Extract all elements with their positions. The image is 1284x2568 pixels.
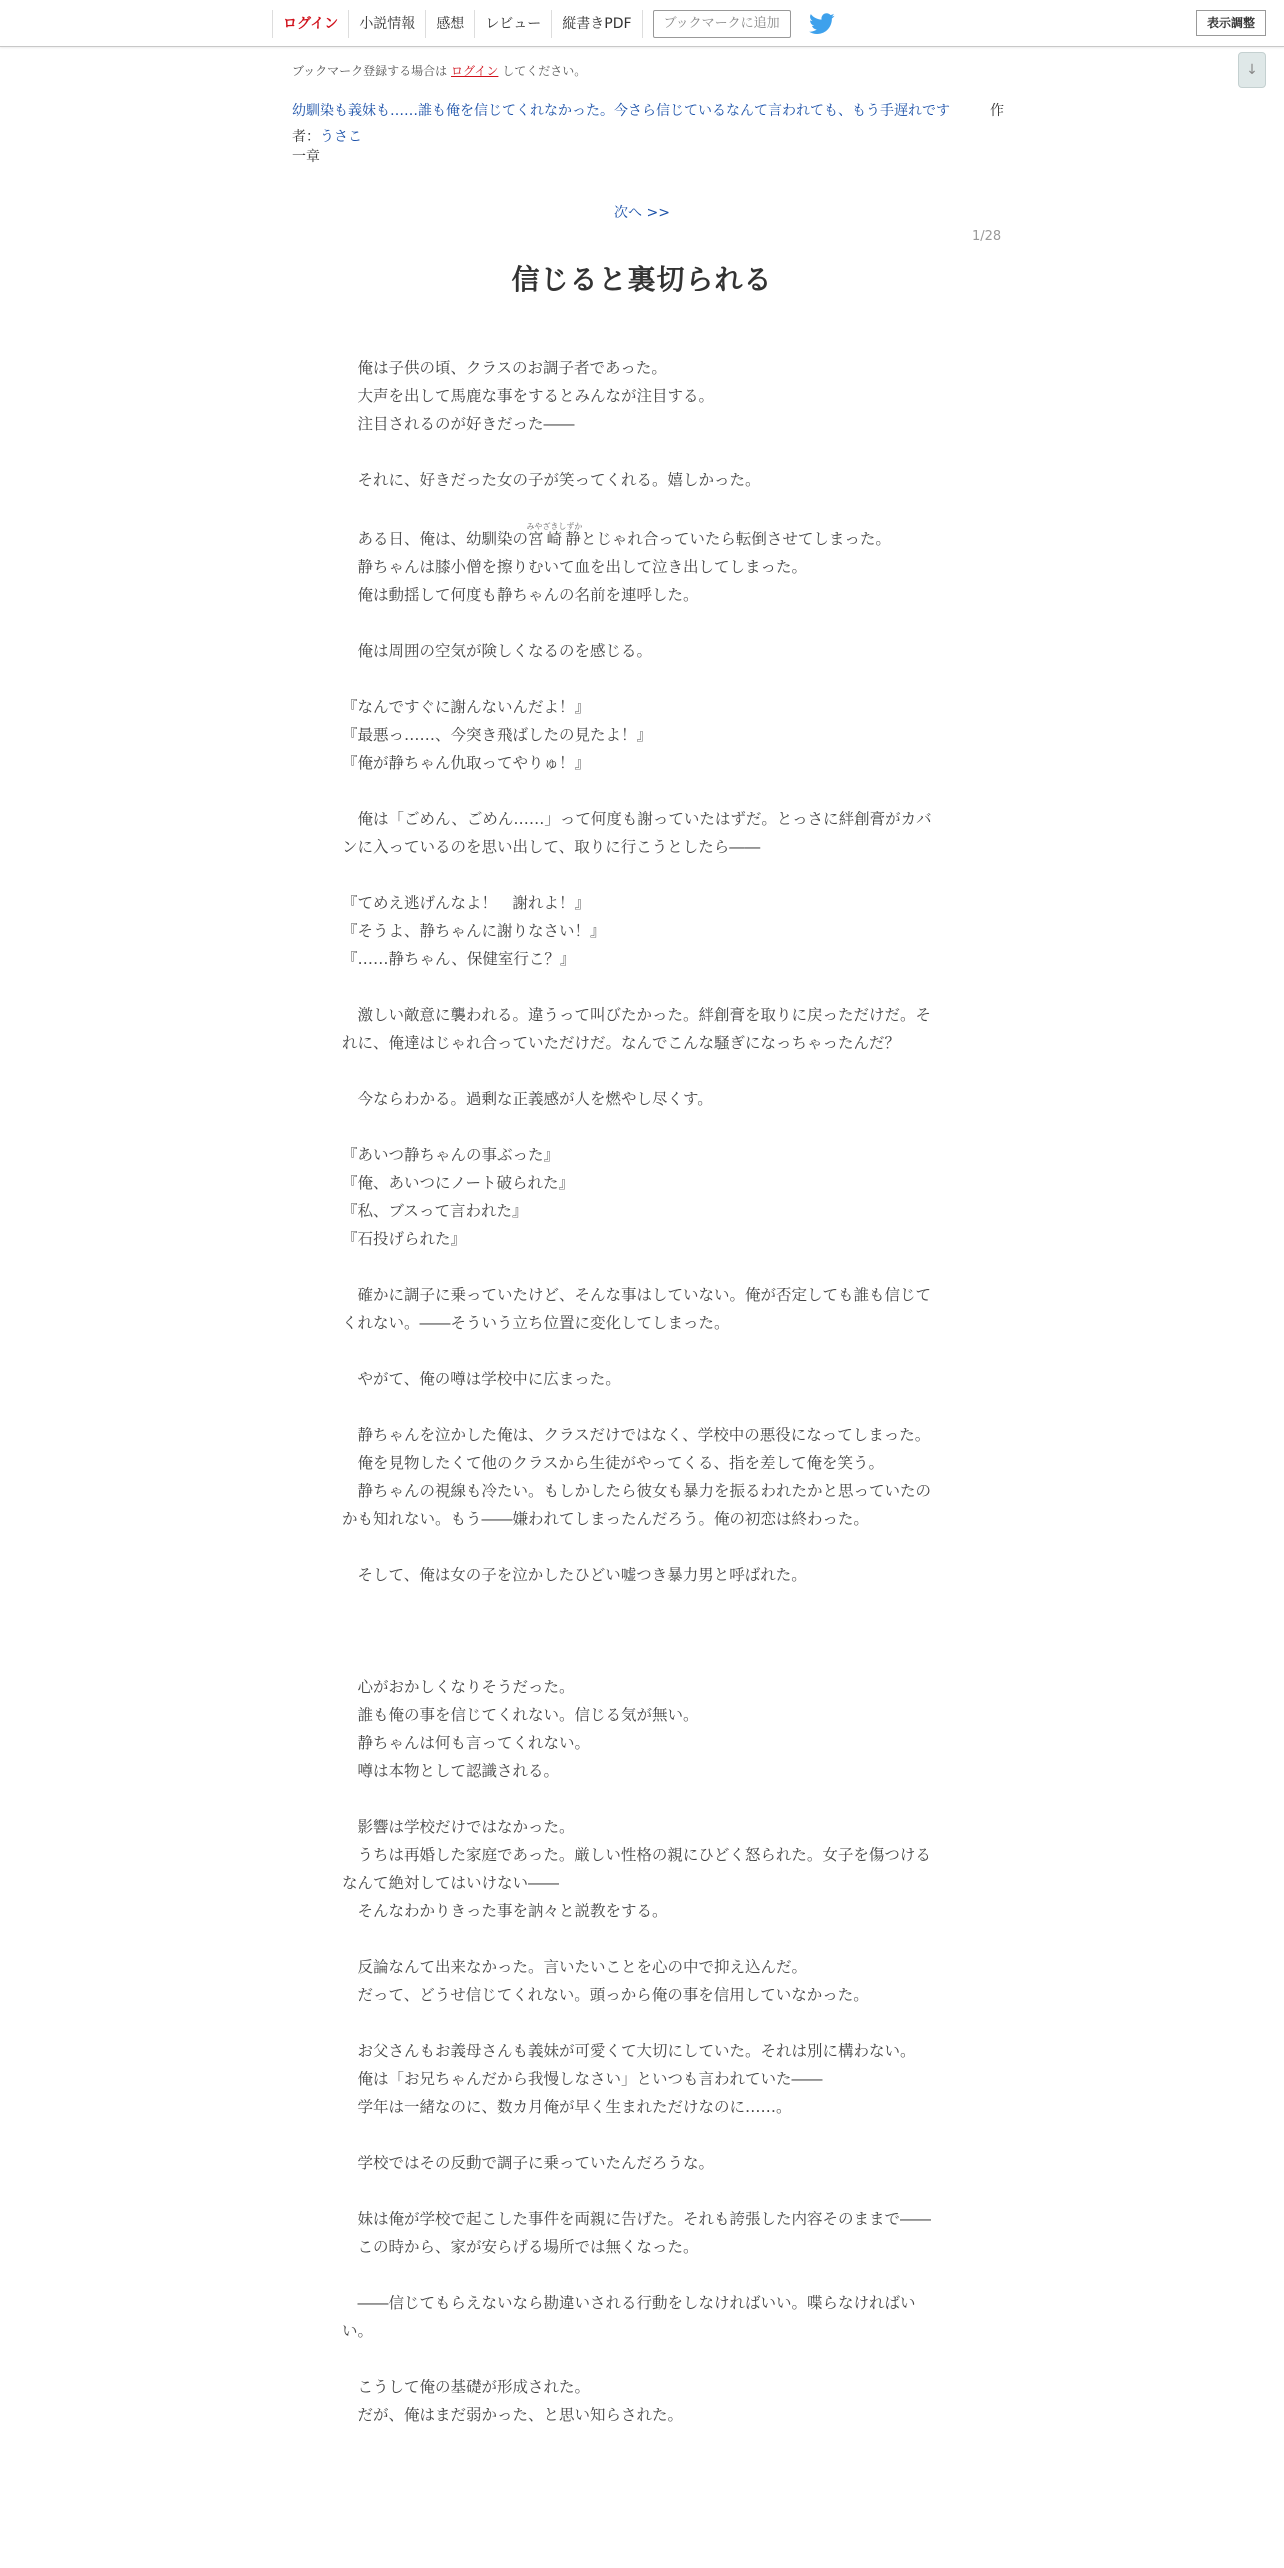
text-line: 誰も俺の事を信じてくれない。信じる気が無い。 <box>342 1706 699 1724</box>
text-line: 学校ではその反動で調子に乗っていたんだろうな。 <box>342 2154 715 2172</box>
text-line: 『最悪っ……、今突き飛ばしたの見たよ！』 <box>342 726 653 744</box>
ruby-before: ある日、俺は、幼馴染の <box>342 530 529 548</box>
bookmark-login-notice <box>292 62 586 79</box>
text-line: 俺を見物したくて他のクラスから生徒がやってくる、指を差して俺を笑う。 <box>342 1454 885 1472</box>
text-line: 激しい敵意に襲われる。違うって叫びたかった。絆創膏を取りに戻っただけだ。それに、俺達はじゃれ合っていただけだ。なんでこんな騒ぎになっちゃったんだ？ <box>342 1006 932 1052</box>
text-line: そんなわかりきった事を訥々と説教をする。 <box>342 1902 668 1920</box>
blank-line <box>342 1253 942 1281</box>
nav-vertical-pdf[interactable]: 縦書きPDF <box>551 10 642 38</box>
text-line: ――信じてもらえないなら勘違いされる行動をしなければいい。喋らなければいい。 <box>342 2294 916 2340</box>
blank-line <box>342 1785 942 1813</box>
blank-line <box>342 2345 942 2373</box>
text-line: だが、俺はまだ弱かった、と思い知らされた。 <box>342 2406 684 2424</box>
novel-title-link[interactable]: 幼馴染も義妹も……誰も俺を信じてくれなかった。今さら信じているなんて言われても、もう手遅れです <box>292 103 950 119</box>
author-lead: 作 <box>990 103 1004 119</box>
ruby-reading: みやざきしずか <box>526 522 583 531</box>
ruby-base: 宮崎静 <box>526 530 583 548</box>
novel-body <box>342 354 942 2429</box>
blank-line <box>342 1589 942 1617</box>
blank-line <box>342 2177 942 2205</box>
text-line: 影響は学校だけではなかった。 <box>342 1818 575 1836</box>
blank-line <box>342 665 942 693</box>
blank-line <box>342 438 942 466</box>
text-line-ruby <box>342 522 942 553</box>
blank-line <box>342 1113 942 1141</box>
blank-line <box>342 1645 942 1673</box>
text-line: 妹は俺が学校で起こした事件を両親に告げた。それも誇張した内容そのままで―― <box>342 2210 932 2228</box>
text-line: 『俺が静ちゃん仇取ってやりゅ！』 <box>342 754 591 772</box>
nav-impressions[interactable]: 感想 <box>425 10 474 38</box>
blank-line <box>342 609 942 637</box>
nav-menu <box>272 10 835 38</box>
text-line: 静ちゃんの視線も冷たい。もしかしたら彼女も暴力を振るわれたかと思っていたのかも知れない。もう――嫌われてしまったんだろう。俺の初恋は終わった。 <box>342 1482 932 1528</box>
text-line: 俺は「お兄ちゃんだから我慢しなさい」といつも言われていた―― <box>342 2070 823 2088</box>
series-info <box>292 98 1004 150</box>
text-line: 『私、ブスって言われた』 <box>342 1202 528 1220</box>
text-line: 反論なんて出来なかった。言いたいことを心の中で抑え込んだ。 <box>342 1958 808 1976</box>
text-line: だって、どうせ信じてくれない。頭っから俺の事を信用していなかった。 <box>342 1986 869 2004</box>
text-line: 注目されるのが好きだった―― <box>342 415 575 433</box>
add-bookmark-button[interactable]: ブックマークに追加 <box>653 10 791 38</box>
text-line: 『石投げられた』 <box>342 1230 467 1248</box>
scroll-down-button[interactable]: ↓ <box>1238 52 1266 88</box>
text-line: そして、俺は女の子を泣かしたひどい嘘つき暴力男と呼ばれた。 <box>342 1566 807 1584</box>
blank-line <box>342 2261 942 2289</box>
text-line: この時から、家が安らげる場所では無くなった。 <box>342 2238 699 2256</box>
blank-line <box>342 2009 942 2037</box>
blank-line <box>342 973 942 1001</box>
episode-title: 信じると裏切られる <box>511 263 773 296</box>
chapter-title: 一章 <box>292 149 320 165</box>
nav-novel-info[interactable]: 小説情報 <box>348 10 425 38</box>
text-line: 『てめえ逃げんなよ！ 謝れよ！』 <box>342 894 591 912</box>
text-line: 今ならわかる。過剰な正義感が人を燃やし尽くす。 <box>342 1090 713 1108</box>
text-line: お父さんもお義母さんも義妹が可愛くて大切にしていた。それは別に構わない。 <box>342 2042 916 2060</box>
top-navigation-bar <box>0 0 1284 47</box>
blank-line <box>342 1337 942 1365</box>
text-line: 噂は本物として認識される。 <box>342 1762 560 1780</box>
blank-line <box>342 494 942 522</box>
text-line: 静ちゃんは何も言ってくれない。 <box>342 1734 591 1752</box>
blank-line <box>342 2121 942 2149</box>
notice-prefix: ブックマーク登録する場合は <box>292 64 448 78</box>
blank-line <box>342 1925 942 1953</box>
text-line: 『なんですぐに謝んないんだよ！』 <box>342 698 591 716</box>
text-line: 確かに調子に乗っていたけど、そんな事はしていない。俺が否定しても誰も信じてくれない。――そういう立ち位置に変化してしまった。 <box>342 1286 932 1332</box>
text-line: 学年は一緒なのに、数カ月俺が早く生まれただけなのに……。 <box>342 2098 792 2116</box>
nav-review[interactable]: レビュー <box>474 10 551 38</box>
text-line: 大声を出して馬鹿な事をするとみんなが注目する。 <box>342 387 715 405</box>
author-link[interactable]: うさこ <box>320 129 362 145</box>
display-settings-button[interactable]: 表示調整 <box>1196 10 1266 36</box>
text-line: 『そうよ、静ちゃんに謝りなさい！』 <box>342 922 606 940</box>
page-number: 1/28 <box>972 229 1002 244</box>
text-line: こうして俺の基礎が形成された。 <box>342 2378 591 2396</box>
ruby-name <box>526 522 583 548</box>
text-line: 『……静ちゃん、保健室行こ？』 <box>342 950 576 968</box>
blank-line <box>342 1617 942 1645</box>
text-line: 静ちゃんは膝小僧を擦りむいて血を出して泣き出してしまった。 <box>342 558 808 576</box>
text-line: うちは再婚した家庭であった。厳しい性格の親にひどく怒られた。女子を傷つけるなんて絶対してはいけない―― <box>342 1846 931 1892</box>
ruby-after: とじゃれ合っていたら転倒させてしまった。 <box>580 530 891 548</box>
author-label: 者： <box>292 129 320 145</box>
text-line: 俺は周囲の空気が険しくなるのを感じる。 <box>342 642 653 660</box>
text-line: 静ちゃんを泣かした俺は、クラスだけではなく、学校中の悪役になってしまった。 <box>342 1426 931 1444</box>
blank-line <box>342 777 942 805</box>
notice-suffix: してください。 <box>502 64 587 78</box>
notice-login-link[interactable]: ログイン <box>451 64 499 78</box>
blank-line <box>342 1393 942 1421</box>
nav-login[interactable]: ログイン <box>272 10 348 38</box>
text-line: それに、好きだった女の子が笑ってくれる。嬉しかった。 <box>342 471 761 489</box>
text-line: やがて、俺の噂は学校中に広まった。 <box>342 1370 621 1388</box>
text-line: 心がおかしくなりそうだった。 <box>342 1678 575 1696</box>
text-line: 俺は動揺して何度も静ちゃんの名前を連呼した。 <box>342 586 699 604</box>
twitter-icon[interactable] <box>809 13 835 35</box>
text-line: 俺は「ごめん、ごめん……」って何度も謝っていたはずだ。とっさに絆創膏がカバンに入っているのを思い出して、取りに行こうとしたら―― <box>342 810 932 856</box>
text-line: 『俺、あいつにノート破られた』 <box>342 1174 575 1192</box>
blank-line <box>342 1057 942 1085</box>
next-page-link[interactable]: 次へ >> <box>614 205 670 221</box>
next-page-container <box>0 202 1284 222</box>
blank-line <box>342 1533 942 1561</box>
blank-line <box>342 861 942 889</box>
text-line: 『あいつ静ちゃんの事ぶった』 <box>342 1146 560 1164</box>
text-line: 俺は子供の頃、クラスのお調子者であった。 <box>342 359 667 377</box>
